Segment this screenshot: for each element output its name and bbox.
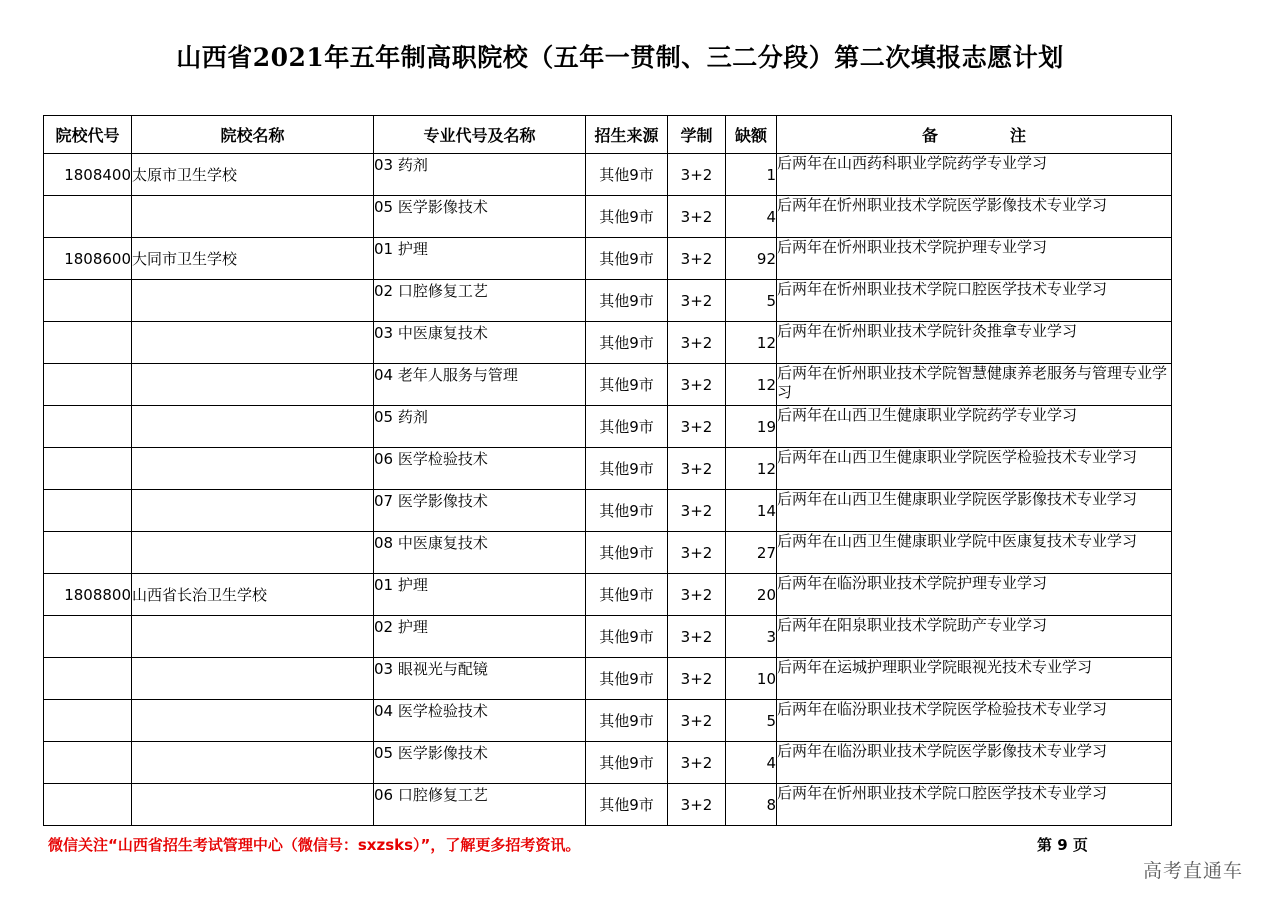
cell-note: 后两年在山西卫生健康职业学院药学专业学习 [777, 406, 1172, 448]
cell-source: 其他9市 [586, 658, 668, 700]
cell-note: 后两年在临汾职业技术学院医学检验技术专业学习 [777, 700, 1172, 742]
cell-quota: 8 [726, 784, 777, 826]
cell-quota: 4 [726, 196, 777, 238]
table-row [44, 238, 1172, 280]
table-row [44, 448, 1172, 490]
cell-school-name [132, 406, 374, 448]
cell-system: 3+2 [668, 658, 726, 700]
page-title: 山西省2021年五年制高职院校（五年一贯制、三二分段）第二次填报志愿计划 [176, 43, 1064, 72]
table-header [44, 116, 1172, 154]
cell-major: 05 医学影像技术 [374, 196, 586, 238]
cell-note: 后两年在忻州职业技术学院医学影像技术专业学习 [777, 196, 1172, 238]
cell-school-name [132, 700, 374, 742]
wechat-notice: 微信关注“山西省招生考试管理中心（微信号：sxzsks）”，了解更多招考资讯。 [48, 836, 581, 854]
cell-source: 其他9市 [586, 532, 668, 574]
table-row [44, 406, 1172, 448]
cell-school-name [132, 616, 374, 658]
cell-source: 其他9市 [586, 490, 668, 532]
cell-quota: 1 [726, 154, 777, 196]
table-row [44, 616, 1172, 658]
cell-source: 其他9市 [586, 280, 668, 322]
cell-source: 其他9市 [586, 742, 668, 784]
cell-school-code [44, 616, 132, 658]
cell-note: 后两年在忻州职业技术学院针灸推拿专业学习 [777, 322, 1172, 364]
cell-major: 03 药剂 [374, 154, 586, 196]
cell-school-code [44, 490, 132, 532]
cell-major: 05 药剂 [374, 406, 586, 448]
cell-system: 3+2 [668, 700, 726, 742]
cell-school-code: 1808600 [44, 238, 132, 280]
cell-school-code [44, 658, 132, 700]
cell-major: 07 医学影像技术 [374, 490, 586, 532]
table-row [44, 154, 1172, 196]
cell-quota: 10 [726, 658, 777, 700]
cell-note: 后两年在山西卫生健康职业学院中医康复技术专业学习 [777, 532, 1172, 574]
cell-school-name [132, 658, 374, 700]
cell-note: 后两年在山西药科职业学院药学专业学习 [777, 154, 1172, 196]
cell-major: 01 护理 [374, 574, 586, 616]
cell-school-code [44, 448, 132, 490]
table-row [44, 490, 1172, 532]
cell-source: 其他9市 [586, 406, 668, 448]
cell-major: 06 医学检验技术 [374, 448, 586, 490]
cell-system: 3+2 [668, 574, 726, 616]
header-school-code: 院校代号 [44, 116, 132, 154]
cell-system: 3+2 [668, 448, 726, 490]
cell-school-name [132, 280, 374, 322]
cell-system: 3+2 [668, 154, 726, 196]
header-note [777, 116, 1172, 154]
table-body [44, 154, 1172, 826]
table-row [44, 574, 1172, 616]
table-row [44, 742, 1172, 784]
cell-note: 后两年在阳泉职业技术学院助产专业学习 [777, 616, 1172, 658]
watermark: 高考直通车 [1143, 860, 1244, 882]
cell-major: 08 中医康复技术 [374, 532, 586, 574]
cell-school-code: 1808800 [44, 574, 132, 616]
cell-note: 后两年在忻州职业技术学院护理专业学习 [777, 238, 1172, 280]
cell-school-code [44, 406, 132, 448]
table-row [44, 532, 1172, 574]
header-quota: 缺额 [726, 116, 777, 154]
cell-system: 3+2 [668, 742, 726, 784]
cell-school-code [44, 784, 132, 826]
header-major: 专业代号及名称 [374, 116, 586, 154]
cell-school-name [132, 742, 374, 784]
cell-major: 03 中医康复技术 [374, 322, 586, 364]
cell-quota: 5 [726, 280, 777, 322]
cell-school-name: 大同市卫生学校 [132, 238, 374, 280]
cell-school-code [44, 364, 132, 406]
table-row [44, 364, 1172, 406]
cell-quota: 12 [726, 364, 777, 406]
cell-major: 04 医学检验技术 [374, 700, 586, 742]
cell-major: 03 眼视光与配镜 [374, 658, 586, 700]
cell-system: 3+2 [668, 490, 726, 532]
header-note-b: 注 [1010, 126, 1027, 145]
cell-source: 其他9市 [586, 322, 668, 364]
cell-quota: 92 [726, 238, 777, 280]
cell-source: 其他9市 [586, 616, 668, 658]
cell-note: 后两年在运城护理职业学院眼视光技术专业学习 [777, 658, 1172, 700]
cell-note: 后两年在忻州职业技术学院智慧健康养老服务与管理专业学习 [777, 364, 1172, 406]
cell-note: 后两年在山西卫生健康职业学院医学影像技术专业学习 [777, 490, 1172, 532]
page-number: 第 9 页 [1037, 836, 1088, 854]
header-row [44, 116, 1172, 154]
cell-quota: 20 [726, 574, 777, 616]
cell-note: 后两年在临汾职业技术学院医学影像技术专业学习 [777, 742, 1172, 784]
cell-source: 其他9市 [586, 196, 668, 238]
cell-school-name [132, 490, 374, 532]
cell-major: 01 护理 [374, 238, 586, 280]
cell-quota: 12 [726, 448, 777, 490]
cell-quota: 14 [726, 490, 777, 532]
cell-system: 3+2 [668, 322, 726, 364]
cell-school-name [132, 784, 374, 826]
cell-quota: 19 [726, 406, 777, 448]
cell-system: 3+2 [668, 532, 726, 574]
cell-source: 其他9市 [586, 784, 668, 826]
header-note-a: 备 [921, 126, 938, 145]
cell-system: 3+2 [668, 280, 726, 322]
cell-note: 后两年在山西卫生健康职业学院医学检验技术专业学习 [777, 448, 1172, 490]
table-row [44, 784, 1172, 826]
cell-school-name: 山西省长治卫生学校 [132, 574, 374, 616]
table-row [44, 196, 1172, 238]
cell-school-code [44, 196, 132, 238]
table-row [44, 322, 1172, 364]
cell-school-name: 太原市卫生学校 [132, 154, 374, 196]
cell-source: 其他9市 [586, 574, 668, 616]
cell-note: 后两年在临汾职业技术学院护理专业学习 [777, 574, 1172, 616]
cell-source: 其他9市 [586, 448, 668, 490]
cell-school-code [44, 742, 132, 784]
header-source: 招生来源 [586, 116, 668, 154]
cell-source: 其他9市 [586, 154, 668, 196]
cell-school-name [132, 364, 374, 406]
plan-table [43, 115, 1172, 826]
cell-school-code [44, 280, 132, 322]
cell-system: 3+2 [668, 784, 726, 826]
cell-school-name [132, 448, 374, 490]
cell-major: 02 口腔修复工艺 [374, 280, 586, 322]
cell-system: 3+2 [668, 406, 726, 448]
cell-school-code: 1808400 [44, 154, 132, 196]
cell-school-code [44, 700, 132, 742]
cell-quota: 27 [726, 532, 777, 574]
cell-school-code [44, 322, 132, 364]
cell-system: 3+2 [668, 364, 726, 406]
cell-major: 05 医学影像技术 [374, 742, 586, 784]
cell-quota: 5 [726, 700, 777, 742]
cell-note: 后两年在忻州职业技术学院口腔医学技术专业学习 [777, 784, 1172, 826]
cell-quota: 4 [726, 742, 777, 784]
table-row [44, 280, 1172, 322]
cell-school-code [44, 532, 132, 574]
cell-quota: 12 [726, 322, 777, 364]
cell-major: 04 老年人服务与管理 [374, 364, 586, 406]
cell-quota: 3 [726, 616, 777, 658]
cell-system: 3+2 [668, 238, 726, 280]
cell-school-name [132, 196, 374, 238]
cell-school-name [132, 532, 374, 574]
table-row [44, 658, 1172, 700]
header-school-name: 院校名称 [132, 116, 374, 154]
cell-source: 其他9市 [586, 238, 668, 280]
cell-source: 其他9市 [586, 364, 668, 406]
cell-major: 02 护理 [374, 616, 586, 658]
header-system: 学制 [668, 116, 726, 154]
cell-source: 其他9市 [586, 700, 668, 742]
cell-note: 后两年在忻州职业技术学院口腔医学技术专业学习 [777, 280, 1172, 322]
cell-system: 3+2 [668, 616, 726, 658]
table-row [44, 700, 1172, 742]
cell-school-name [132, 322, 374, 364]
cell-system: 3+2 [668, 196, 726, 238]
cell-major: 06 口腔修复工艺 [374, 784, 586, 826]
